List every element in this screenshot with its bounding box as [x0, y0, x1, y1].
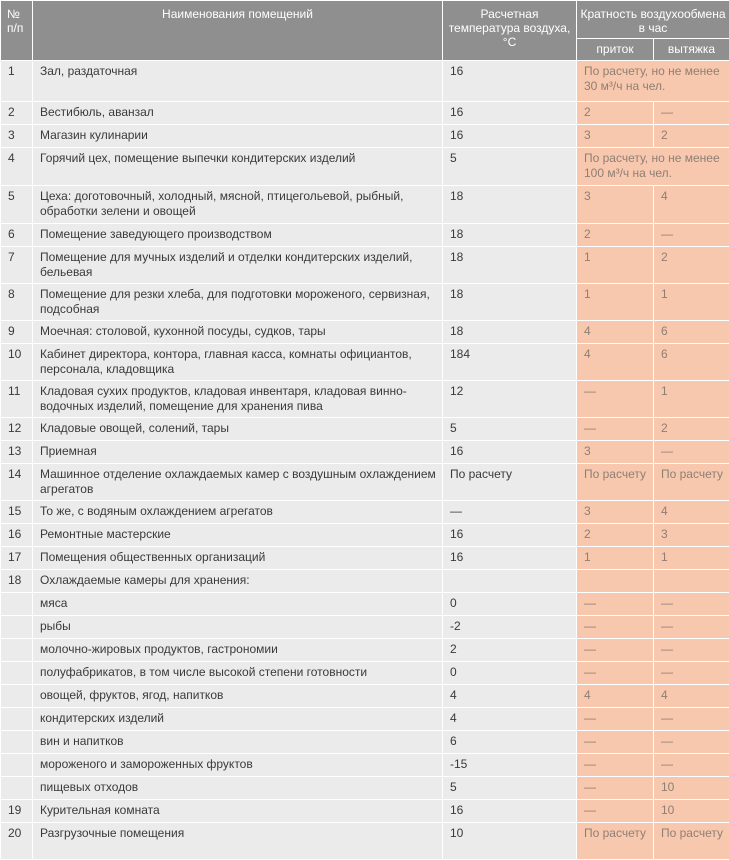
row-number	[1, 593, 33, 616]
row-number: 16	[1, 524, 33, 547]
row-number: 18	[1, 570, 33, 593]
air-inflow: —	[577, 662, 654, 685]
air-exhaust: 1	[654, 547, 729, 570]
room-name: Приемная	[33, 441, 443, 464]
room-name: мяса	[33, 593, 443, 616]
table-row	[1, 570, 729, 593]
air-inflow: 4	[577, 685, 654, 708]
room-name: Разгрузочные помещения	[33, 823, 443, 860]
air-exhaust: —	[654, 754, 729, 777]
air-inflow: —	[577, 777, 654, 800]
row-number: 5	[1, 186, 33, 224]
air-inflow: —	[577, 800, 654, 823]
air-inflow: 1	[577, 284, 654, 321]
air-inflow	[577, 570, 654, 593]
table-row	[1, 418, 729, 441]
room-temperature: 5	[443, 777, 577, 800]
row-number	[1, 685, 33, 708]
header-pritok: приток	[577, 39, 654, 61]
room-temperature: 0	[443, 593, 577, 616]
room-name: Охлаждаемые камеры для хранения:	[33, 570, 443, 593]
air-exhaust: 2	[654, 418, 729, 441]
room-name: То же, с водяным охлаждением агрегатов	[33, 501, 443, 524]
air-exhaust: По расчету	[654, 823, 729, 860]
row-number: 8	[1, 284, 33, 321]
table-row	[1, 639, 729, 662]
air-exchange-note: По расчету, но не менее 100 м³/ч на чел.	[577, 148, 729, 186]
room-temperature: 16	[443, 102, 577, 125]
row-number: 20	[1, 823, 33, 860]
room-temperature: —	[443, 501, 577, 524]
air-exhaust: —	[654, 731, 729, 754]
table-row	[1, 593, 729, 616]
room-temperature: -15	[443, 754, 577, 777]
room-name: мороженого и замороженных фруктов	[33, 754, 443, 777]
air-inflow: —	[577, 381, 654, 418]
row-number: 2	[1, 102, 33, 125]
air-exhaust: —	[654, 639, 729, 662]
room-temperature: 4	[443, 685, 577, 708]
air-inflow: По расчету	[577, 464, 654, 501]
air-exhaust: —	[654, 102, 729, 125]
air-exhaust: 3	[654, 524, 729, 547]
air-exhaust: 4	[654, 685, 729, 708]
room-name: вин и напитков	[33, 731, 443, 754]
row-number: 10	[1, 344, 33, 381]
table-row	[1, 61, 729, 102]
air-exhaust: По расчету	[654, 464, 729, 501]
room-name: Помещение заведующего производством	[33, 224, 443, 247]
row-number: 9	[1, 321, 33, 344]
air-exhaust: 6	[654, 344, 729, 381]
row-number: 1	[1, 61, 33, 102]
header-krat: Кратность воздухообмена в час	[577, 1, 729, 39]
room-temperature: 18	[443, 247, 577, 284]
air-inflow: 2	[577, 224, 654, 247]
air-inflow: —	[577, 418, 654, 441]
table-row	[1, 284, 729, 321]
air-exhaust: 1	[654, 284, 729, 321]
row-number: 7	[1, 247, 33, 284]
row-number	[1, 708, 33, 731]
air-exhaust: —	[654, 224, 729, 247]
room-temperature: 12	[443, 381, 577, 418]
row-number: 13	[1, 441, 33, 464]
header-temp: Расчетная температура воздуха, °С	[443, 1, 577, 61]
table-row	[1, 125, 729, 148]
room-name: Горячий цех, помещение выпечки кондитерских изделий	[33, 148, 443, 186]
row-number: 14	[1, 464, 33, 501]
air-exhaust: 4	[654, 186, 729, 224]
header-name: Наименования помещений	[33, 1, 443, 61]
room-temperature: 2	[443, 639, 577, 662]
room-name: молочно-жировых продуктов, гастрономии	[33, 639, 443, 662]
row-number: 19	[1, 800, 33, 823]
table-row	[1, 102, 729, 125]
air-exhaust: 4	[654, 501, 729, 524]
header-vytyazhka: вытяжка	[654, 39, 729, 61]
air-inflow: —	[577, 731, 654, 754]
air-exhaust	[654, 570, 729, 593]
room-name: овощей, фруктов, ягод, напитков	[33, 685, 443, 708]
air-exhaust: —	[654, 593, 729, 616]
air-inflow: —	[577, 616, 654, 639]
room-temperature: 10	[443, 823, 577, 860]
room-temperature: 18	[443, 186, 577, 224]
air-exhaust: 10	[654, 777, 729, 800]
room-temperature: 16	[443, 547, 577, 570]
table-row	[1, 708, 729, 731]
table-row	[1, 321, 729, 344]
row-number: 17	[1, 547, 33, 570]
air-inflow: 2	[577, 102, 654, 125]
room-temperature: 16	[443, 61, 577, 102]
air-exhaust: —	[654, 441, 729, 464]
air-exhaust: 6	[654, 321, 729, 344]
air-inflow: —	[577, 593, 654, 616]
room-name: Вестибюль, аванзал	[33, 102, 443, 125]
room-name: полуфабрикатов, в том числе высокой степени готовности	[33, 662, 443, 685]
table-row	[1, 662, 729, 685]
air-inflow: 4	[577, 344, 654, 381]
row-number: 15	[1, 501, 33, 524]
air-inflow: 3	[577, 441, 654, 464]
table-row	[1, 464, 729, 501]
air-inflow: 4	[577, 321, 654, 344]
air-inflow: —	[577, 639, 654, 662]
room-name: рыбы	[33, 616, 443, 639]
room-temperature: -2	[443, 616, 577, 639]
header-num: № п/п	[1, 1, 33, 61]
room-temperature: 16	[443, 524, 577, 547]
table-row	[1, 148, 729, 186]
room-name: Помещения общественных организаций	[33, 547, 443, 570]
room-name: Помещение для резки хлеба, для подготовки мороженого, сервизная, подсобная	[33, 284, 443, 321]
room-temperature: 184	[443, 344, 577, 381]
air-inflow: 3	[577, 186, 654, 224]
table-row	[1, 685, 729, 708]
room-temperature: 6	[443, 731, 577, 754]
row-number	[1, 639, 33, 662]
air-exchange-note: По расчету, но не менее 30 м³/ч на чел.	[577, 61, 729, 102]
room-name: Кладовые овощей, солений, тары	[33, 418, 443, 441]
row-number: 12	[1, 418, 33, 441]
row-number: 4	[1, 148, 33, 186]
room-name: Кабинет директора, контора, главная касса, комнаты официантов, персонала, кладовщика	[33, 344, 443, 381]
air-inflow: —	[577, 754, 654, 777]
room-temperature: 18	[443, 224, 577, 247]
air-exhaust: 2	[654, 125, 729, 148]
air-inflow: По расчету	[577, 823, 654, 860]
table-row	[1, 186, 729, 224]
table-body	[1, 61, 729, 860]
air-exhaust: —	[654, 662, 729, 685]
table-row	[1, 616, 729, 639]
air-exhaust: 10	[654, 800, 729, 823]
row-number: 6	[1, 224, 33, 247]
room-temperature: 0	[443, 662, 577, 685]
room-temperature: 5	[443, 148, 577, 186]
room-temperature: 4	[443, 708, 577, 731]
air-inflow: —	[577, 708, 654, 731]
air-exhaust: —	[654, 616, 729, 639]
table-row	[1, 381, 729, 418]
table-row	[1, 344, 729, 381]
table-row	[1, 731, 729, 754]
air-inflow: 1	[577, 547, 654, 570]
room-temperature: 16	[443, 800, 577, 823]
room-name: Машинное отделение охлаждаемых камер с воздушным охлаждением агрегатов	[33, 464, 443, 501]
room-name: пищевых отходов	[33, 777, 443, 800]
room-name: Моечная: столовой, кухонной посуды, судков, тары	[33, 321, 443, 344]
room-name: Ремонтные мастерские	[33, 524, 443, 547]
table-row	[1, 800, 729, 823]
row-number	[1, 731, 33, 754]
table-row	[1, 547, 729, 570]
room-name: Курительная комната	[33, 800, 443, 823]
room-temperature: 18	[443, 284, 577, 321]
room-name: Цеха: доготовочный, холодный, мясной, птицегольевой, рыбный, обработки зелени и овощей	[33, 186, 443, 224]
room-temperature: 18	[443, 321, 577, 344]
room-temperature: 16	[443, 441, 577, 464]
room-name: Магазин кулинарии	[33, 125, 443, 148]
room-name: кондитерских изделий	[33, 708, 443, 731]
room-temperature: 5	[443, 418, 577, 441]
room-name: Помещение для мучных изделий и отделки кондитерских изделий, бельевая	[33, 247, 443, 284]
table-row	[1, 441, 729, 464]
air-exhaust: 2	[654, 247, 729, 284]
row-number	[1, 777, 33, 800]
table-row	[1, 754, 729, 777]
air-exhaust: 1	[654, 381, 729, 418]
row-number	[1, 662, 33, 685]
table-row	[1, 224, 729, 247]
row-number	[1, 754, 33, 777]
air-inflow: 3	[577, 125, 654, 148]
room-name: Кладовая сухих продуктов, кладовая инвентаря, кладовая винно-водочных изделий, помещение для хранения пива	[33, 381, 443, 418]
table-row	[1, 501, 729, 524]
row-number: 3	[1, 125, 33, 148]
table-row	[1, 524, 729, 547]
room-temperature	[443, 570, 577, 593]
row-number	[1, 616, 33, 639]
air-inflow: 2	[577, 524, 654, 547]
room-temperature: По расчету	[443, 464, 577, 501]
air-inflow: 1	[577, 247, 654, 284]
room-name: Зал, раздаточная	[33, 61, 443, 102]
room-temperature: 16	[443, 125, 577, 148]
air-inflow: 3	[577, 501, 654, 524]
table-row	[1, 777, 729, 800]
air-exhaust: —	[654, 708, 729, 731]
table-row	[1, 247, 729, 284]
table-row	[1, 823, 729, 860]
row-number: 11	[1, 381, 33, 418]
